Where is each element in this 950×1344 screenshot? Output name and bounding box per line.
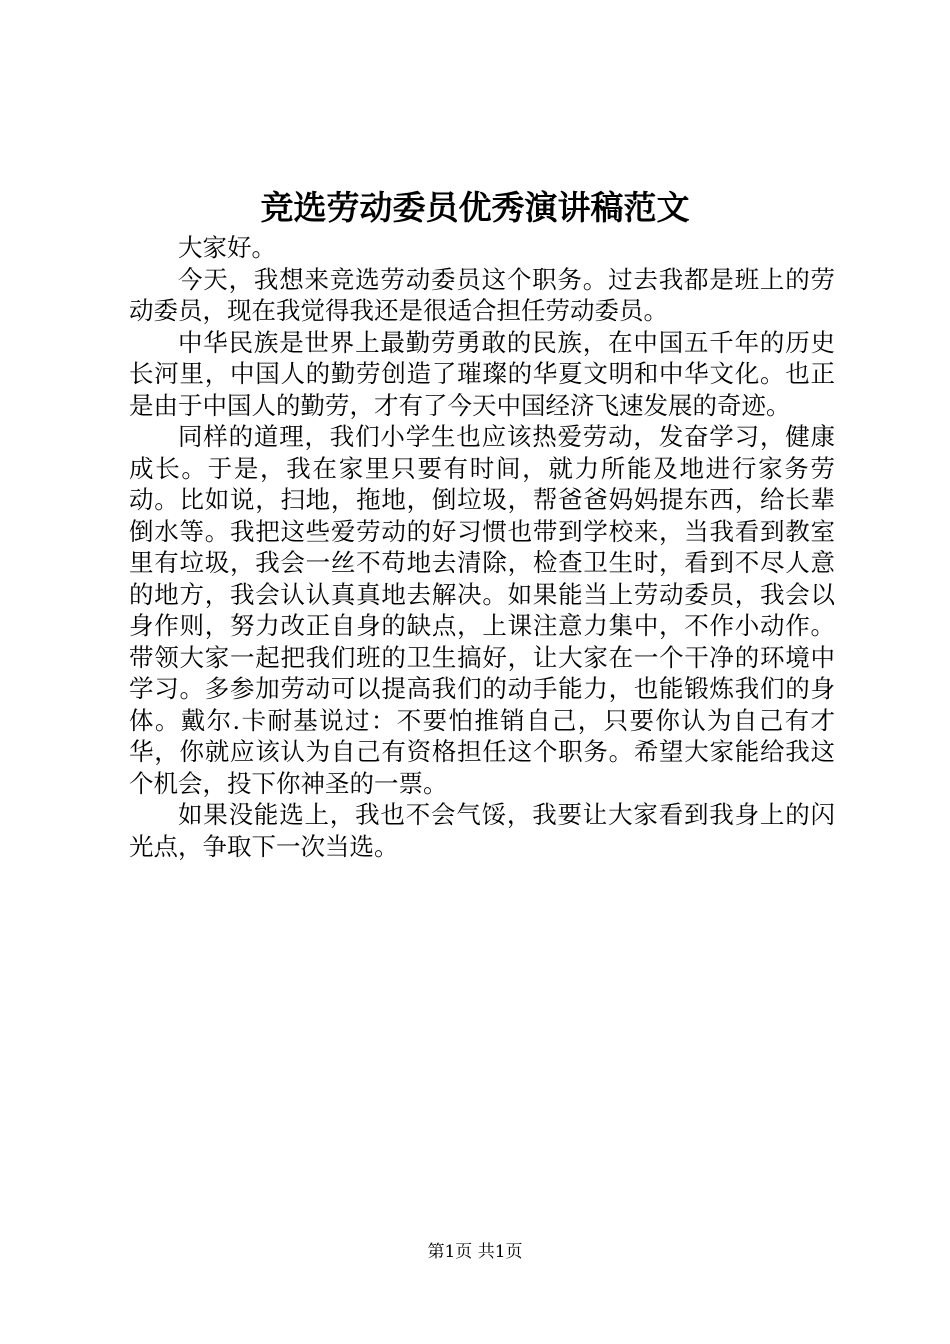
document-title: 竞选劳动委员优秀演讲稿范文: [260, 188, 690, 227]
paragraph-main: 同样的道理，我们小学生也应该热爱劳动，发奋学习，健康成长。于是，我在家里只要有时间，就力所能及地进行家务劳动。比如说，扫地，拖地，倒垃圾，帮爸爸妈妈提东西，给长辈倒水等。我把这些爱劳动的好习惯也带到学校来，当我看到教室里有垃圾，我会一丝不苟地去清除，检查卫生时，看到不尽人意的地方，我会认认真真地去解决。如果能当上劳动委员，我会以身作则，努力改正自身的缺点，上课注意力集中，不作小动作。带领大家一起把我们班的卫生搞好，让大家在一个干净的环境中学习。多参加劳动可以提高我们的动手能力，也能锻炼我们的身体。戴尔.卡耐基说过：不要怕推销自己，只要你认为自己有才华，你就应该认为自己有资格担任这个职务。希望大家能给我这个机会，投下你神圣的一票。: [129, 422, 835, 798]
paragraph-closing: 如果没能选上，我也不会气馁，我要让大家看到我身上的闪光点，争取下一次当选。: [129, 800, 835, 861]
paragraph-nation: 中华民族是世界上最勤劳勇敢的民族，在中国五千年的历史长河里，中国人的勤劳创造了璀璨的华夏文明和中华文化。也正是由于中国人的勤劳，才有了今天中国经济飞速发展的奇迹。: [129, 327, 835, 420]
document-body: [129, 232, 835, 862]
paragraph-intro: 今天，我想来竞选劳动委员这个职务。过去我都是班上的劳动委员，现在我觉得我还是很适合担任劳动委员。: [129, 264, 835, 325]
page-footer: 第1页 共1页: [427, 1242, 523, 1262]
paragraph-greeting: 大家好。: [178, 233, 276, 262]
